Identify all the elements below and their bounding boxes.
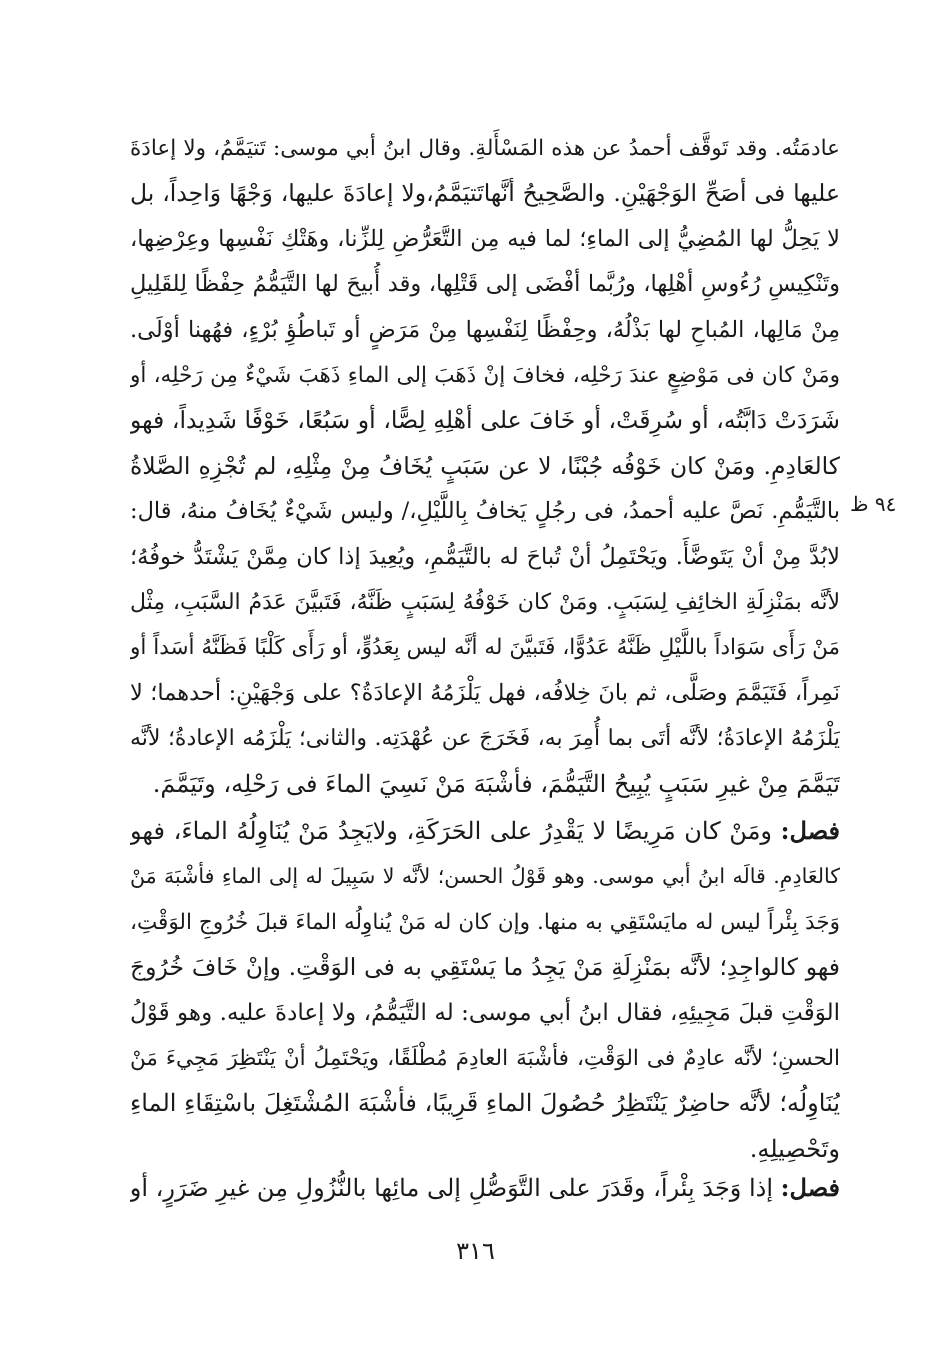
text-line xyxy=(130,1165,840,1211)
section-heading: فصل: xyxy=(780,816,840,845)
text-line: يَلْزَمُهُ الإعادَةُ؛ لأنَّه أتَى بما أُمِرَ به، فَخَرَجَ عن عُهْدَتِه. والثانى؛ يَلْزَمُه الإعادةُ؛ لأنَّه xyxy=(130,726,840,752)
paragraph-1 xyxy=(130,126,840,807)
text-line: عادمَتُه. وقد تَوقَّف أحمدُ عن هذه المَسْأَلةِ. وقال ابنُ أبي موسى: تَتيَمَّمُ، ولا إعادَةَ xyxy=(130,136,840,161)
page-number: ٣١٦ xyxy=(456,1237,495,1265)
text-line: شَرَدَتْ دَابَّتُه، أو سُرِقَتْ، أو خَافَ على أهْلِهِ لِصًّا، أو سَبُعًا، خَوْفًا شَدِيداً، فهو xyxy=(130,406,840,435)
text-line: تَيَمَّمَ مِنْ غيرِ سَبَبٍ يُبِيحُ التَّيَمُّمَ، فأشْبَهَ مَنْ نَسِيَ الماءَ فى رَحْلِه، وتَيَمَّمَ. xyxy=(152,769,840,798)
text-line: لابُدَّ مِنْ أنْ يَتَوضَّأَ. ويَحْتَمِلُ أنْ تُباحَ له بالتَّيَمُّمِ، ويُعِيدَ إذا كان مِمَّنْ يَشْتَدُّ خوفُهُ؛ xyxy=(130,543,840,570)
folio-margin-note: ٩٤ ظ xyxy=(850,492,897,516)
text-line: كالعَادِمِ. قالَه ابنُ أبي موسى. وهو قَوْلُ الحسن؛ لأنَّه لا سَبِيلَ له إلى الماءِ فأشْبَهَ مَنْ xyxy=(130,864,840,889)
text-line: فهو كالواجِدِ؛ لأنَّه بمَنْزِلَةِ مَنْ يَجِدُ ما يَسْتَقِي به فى الوَقْتِ. وإنْ خَافَ خُرُوجَ xyxy=(130,953,840,982)
text-line: الحسنِ؛ لأنَّه عادِمٌ فى الوَقْتِ، فأشْبَهَ العادِمَ مُطْلَقًا، ويَحْتَمِلُ أنْ يَنْتَظِرَ مَجِيءَ مَنْ xyxy=(130,1046,840,1072)
text-line: مَنْ رَأَى سَوَاداً باللَّيْلِ ظَنَّهُ عَدُوًّا، فَتَبيَّنَ له أنَّه ليس بِعَدُوٍّ، أو رَأَى كَلْبًا فَظَنَّهُ أسَداً أو xyxy=(130,635,840,661)
text-line: الوَقْتِ قبلَ مَجِيئِهِ، فقال ابنُ أبي موسى: له التَّيَمُّمُ، ولا إعادةَ عليه. وهو قَوْلُ xyxy=(130,999,840,1026)
text-line: كالعَادِمِ. ومَنْ كان خَوْفُه جُبْنًا، لا عن سَبَبٍ يُخَافُ مِنْ مِثْلِهِ، لم تُجْزِهِ الصَّلاةُ xyxy=(130,451,840,480)
section-heading: فصل: xyxy=(780,1173,840,1202)
text-line-rest: ومَنْ كان مَرِيضًا لا يَقْدِرُ على الحَرَكَةِ، ولايَجِدُ مَنْ يُنَاوِلُهُ الماءَ، فهو xyxy=(130,817,781,845)
text-line: وَجَدَ بِئْراً ليس له مايَسْتَقِي به منها. وإن كان له مَنْ يُناوِلُه الماءَ قبلَ خُرُوجِ الوَقْتِ، xyxy=(130,909,840,935)
paragraph-2 xyxy=(130,808,840,1172)
text-line: وتَنْكِيسِ رُءُوسِ أهْلِها، ورُبَّما أفْضَى إلى قَتْلِها، وقد أُبيحَ لها التَّيَمُّمُ حِفْظًا لِلقَلِيلِ xyxy=(130,271,840,298)
text-line: بالتَّيَمُّمِ. نَصَّ عليه أحمدُ، فى رجُلٍ يَخافُ بِاللَّيْلِ،/ وليس شَيْءٌ يُخَافُ منهُ، قال: xyxy=(130,498,840,525)
paragraph-3 xyxy=(130,1165,840,1211)
text-line: لا يَحِلُّ لها المُضِيُّ إلى الماءِ؛ لما فيه مِن التَّعَرُّضِ لِلزِّنا، وهَتْكِ نَفْسِها وعِرْضِها، xyxy=(130,225,840,252)
text-line: وتَحْصِيلِهِ. xyxy=(749,1134,840,1163)
text-line: نَمِراً، فَتَيَمَّمَ وصَلَّى، ثم بانَ خِلافُه، فهل يَلْزَمُهُ الإعادَةُ؟ على وَجْهَيْنِ: أحدهما؛ لا xyxy=(130,679,840,706)
text-line-rest: إذا وَجَدَ بِئْراً، وقَدَرَ على التَّوَصُّلِ إلى مائِها بالنُّزُولِ مِن غيرِ ضَرَرٍ، أو xyxy=(130,1174,781,1202)
text-line: لأنَّه بمَنْزِلَةِ الخائِفِ لِسَبَبٍ. ومَنْ كان خَوْفُهُ لِسَبَبٍ ظَنَّهُ، فَتَبيَّنَ عَدَمُ السَّبَبِ، مِثْل xyxy=(130,590,840,616)
text-line xyxy=(130,808,840,854)
text-line: ومَنْ كان فى مَوْضِعٍ عندَ رَحْلِه، فخافَ إنْ ذَهَبَ إلى الماءِ ذَهَبَ شَيْءٌ مِن رَحْلِه، أو xyxy=(130,363,840,389)
text-line: مِنْ مَالِها، المُباحِ لها بَذْلُهُ، وحِفْظًا لِنَفْسِها مِنْ مَرَضٍ أو تَباطُؤِ بُرْءٍ، فهُهنا أوْلَى. xyxy=(130,316,840,343)
text-line: عليها فى أصَحِّ الوَجْهَيْنِ. والصَّحِيحُ أنَّهاتَتيَمَّمُ،ولا إعادَةَ عليها، وَجْهًا وَاحِداً، بل xyxy=(130,179,840,208)
text-line: يُنَاوِلُه؛ لأنَّه حاضِرٌ يَنْتَظِرُ حُصُولَ الماءِ قَرِيبًا، فأشْبَهَ المُشْتَغِلَ باسْتِقَاءِ الماءِ xyxy=(130,1089,840,1118)
